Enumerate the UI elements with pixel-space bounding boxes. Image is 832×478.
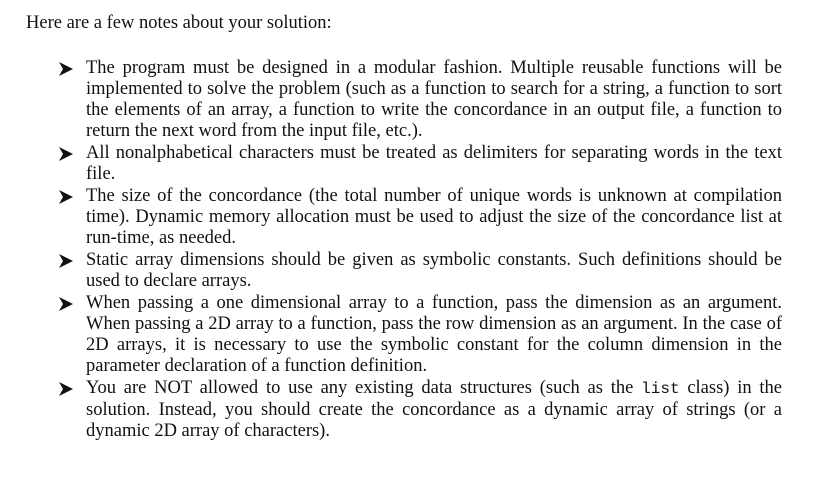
note-item-delimiters (58, 143, 782, 185)
intro-heading: Here are a few notes about your solution: (26, 13, 332, 33)
note-text-after: class) in the solution. Instead, you should create the concordance as a dynamic array of strings (or a dynamic 2D array of characters). (86, 378, 782, 441)
note-text: Static array dimensions should be given as symbolic constants. Such definitions should be used to declare arrays. (86, 250, 782, 291)
note-item-array-passing (58, 293, 782, 377)
arrow-bullet-icon (58, 189, 74, 205)
arrow-bullet-icon (58, 296, 74, 312)
arrow-bullet-icon (58, 253, 74, 269)
note-item-modular (58, 58, 782, 142)
note-text: When passing a one dimensional array to a function, pass the dimension as an argument. When passing a 2D array to a function, pass the row dimension as an argument. In the case of 2D arrays, it is necessary to use the symbolic constant for the column dimension in the parameter declaration of a function definition. (86, 293, 782, 376)
arrow-bullet-icon (58, 146, 74, 162)
arrow-bullet-icon (58, 381, 74, 397)
note-text-before: You are NOT allowed to use any existing data structures (such as the (86, 378, 642, 398)
notes-list (58, 58, 782, 443)
note-text: The size of the concordance (the total number of unique words is unknown at compilation time). Dynamic memory allocation must be used to adjust the size of the concordance list at run-time, as needed. (86, 186, 782, 248)
note-item-no-data-structures (58, 378, 782, 442)
note-item-dynamic-memory (58, 186, 782, 249)
note-text: The program must be designed in a modular fashion. Multiple reusable functions will be implemented to solve the problem (such as a function to search for a string, a function to sort the elements of an array, a function to write the concordance in an output file, a function to return the next word from the input file, etc.). (86, 58, 782, 141)
code-inline-list: list (641, 380, 680, 398)
note-item-symbolic-constants (58, 250, 782, 292)
note-text: All nonalphabetical characters must be treated as delimiters for separating words in the text file. (86, 143, 782, 184)
arrow-bullet-icon (58, 61, 74, 77)
